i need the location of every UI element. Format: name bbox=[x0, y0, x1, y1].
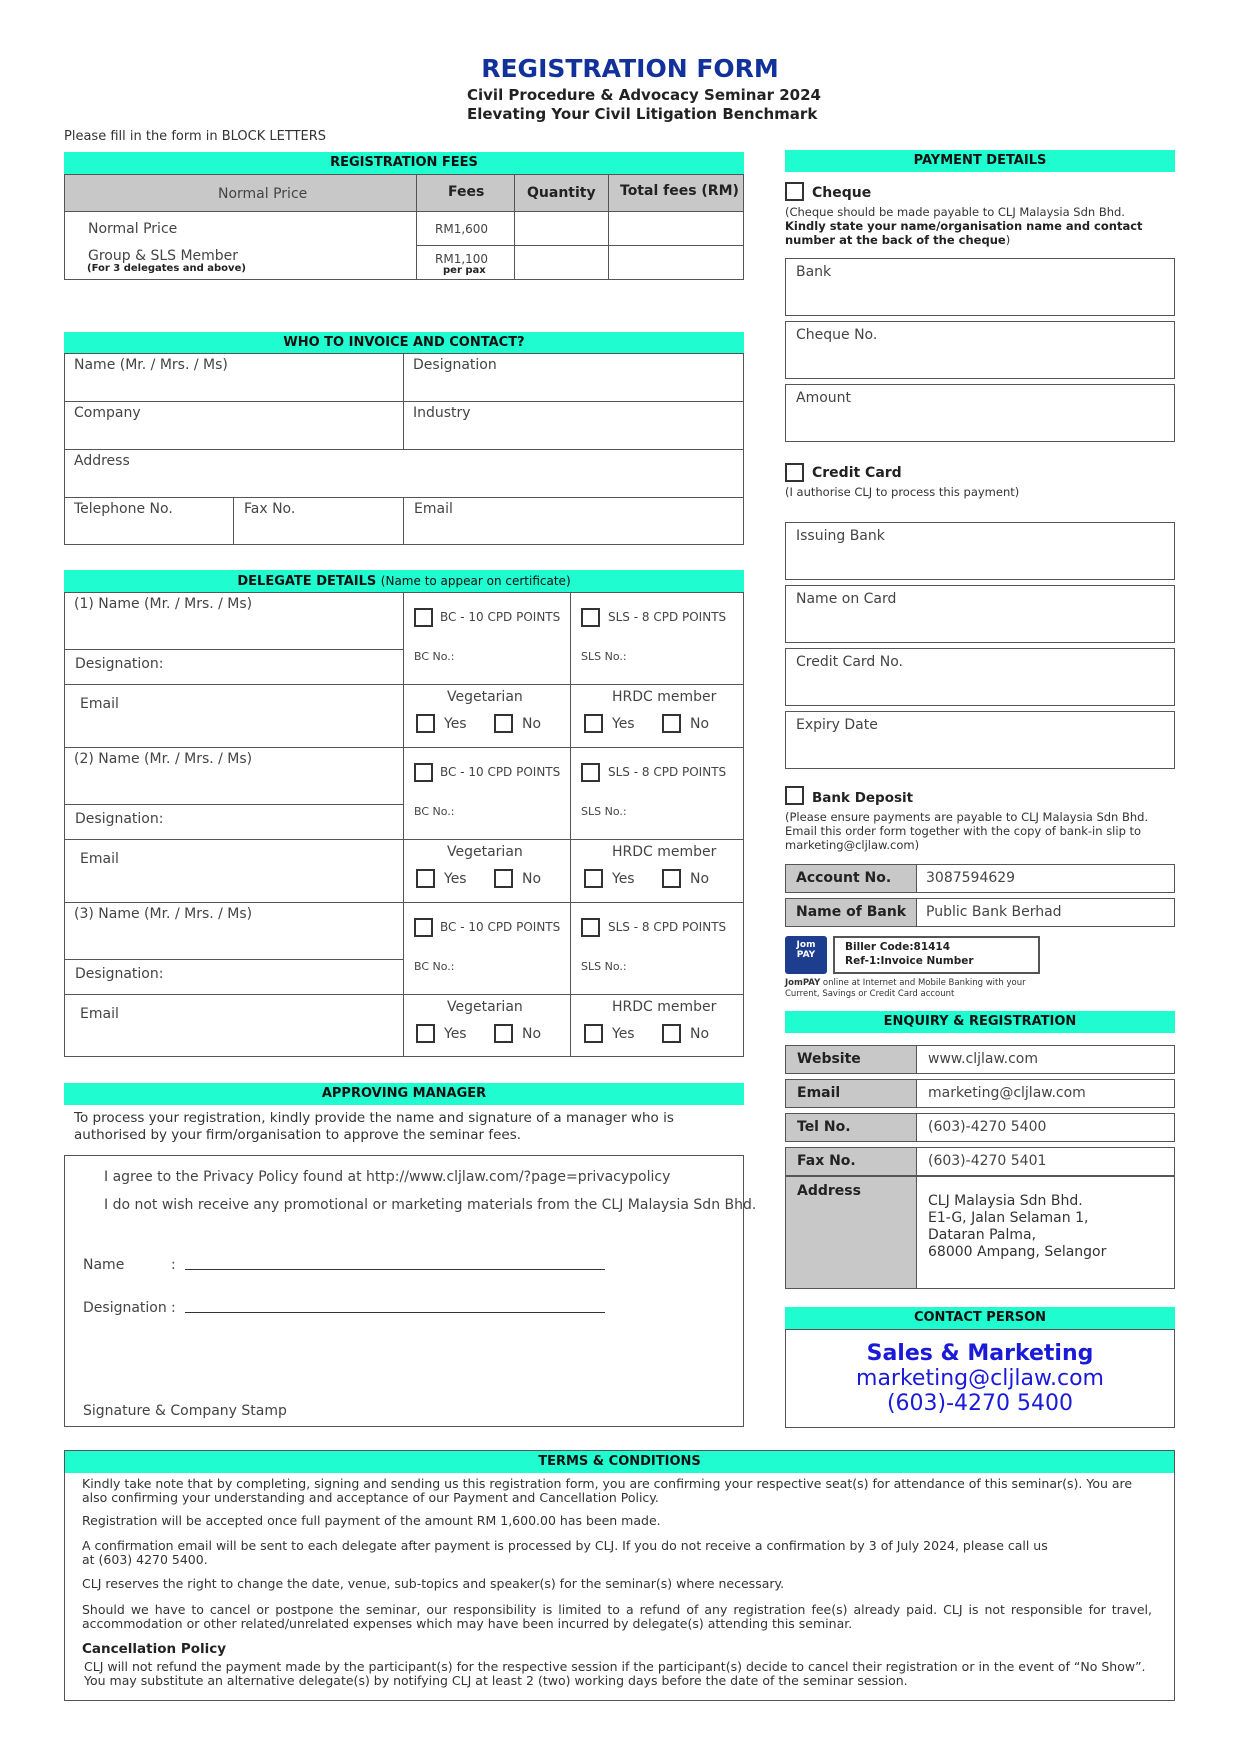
delegate-3-email-field[interactable]: Email bbox=[80, 1006, 119, 1022]
manager-name-line[interactable] bbox=[185, 1269, 605, 1270]
delegate-3-hrdc-no-label: No bbox=[690, 1026, 710, 1042]
delegate-1-veg-no-checkbox[interactable] bbox=[494, 714, 513, 733]
expiry-date-label: Expiry Date bbox=[796, 717, 878, 733]
delegate-3-veg-yes-label: Yes bbox=[444, 1026, 467, 1042]
delegate-1-bc-label: BC - 10 CPD POINTS bbox=[440, 610, 561, 624]
col-normal-price: Normal Price bbox=[218, 186, 308, 202]
invoice-address-field[interactable]: Address bbox=[74, 453, 130, 469]
jompay-logo-pay: PAY bbox=[796, 950, 816, 960]
form-title: REGISTRATION FORM bbox=[481, 54, 779, 83]
enquiry-bar: ENQUIRY & REGISTRATION bbox=[785, 1011, 1175, 1033]
terms-p2: Registration will be accepted once full payment of the amount RM 1,600.00 has been made. bbox=[82, 1513, 661, 1528]
approving-manager-bar: APPROVING MANAGER bbox=[64, 1083, 744, 1105]
delegate-bar-title: DELEGATE DETAILS bbox=[237, 574, 377, 589]
approving-box bbox=[64, 1155, 744, 1427]
bank-name-value: Public Bank Berhad bbox=[926, 904, 1062, 920]
bank-label: Bank bbox=[796, 264, 832, 280]
address-line-4: 68000 Ampang, Selangor bbox=[928, 1244, 1107, 1260]
delegate-1-designation-field[interactable]: Designation: bbox=[75, 656, 164, 672]
manager-designation-label: Designation bbox=[83, 1300, 167, 1316]
delegate-2-sls-no[interactable]: SLS No.: bbox=[581, 805, 627, 818]
delegate-2-veg-no-label: No bbox=[522, 871, 542, 887]
delegate-3-bc-label: BC - 10 CPD POINTS bbox=[440, 920, 561, 934]
no-promo-consent[interactable]: I do not wish receive any promotional or marketing materials from the CLJ Malaysia Sdn Bhd. bbox=[104, 1197, 757, 1213]
manager-designation-colon: : bbox=[171, 1300, 176, 1316]
delegate-3-sls-no[interactable]: SLS No.: bbox=[581, 960, 627, 973]
email-value[interactable]: marketing@cljlaw.com bbox=[928, 1085, 1086, 1101]
card-no-label: Credit Card No. bbox=[796, 654, 903, 670]
contact-person-bar: CONTACT PERSON bbox=[785, 1307, 1175, 1329]
delegate-3-designation-field[interactable]: Designation: bbox=[75, 966, 164, 982]
address-line-2: E1-G, Jalan Selaman 1, bbox=[928, 1210, 1089, 1226]
delegate-2-hrdc-no-checkbox[interactable] bbox=[662, 869, 681, 888]
delegate-1-bc-no[interactable]: BC No.: bbox=[414, 650, 455, 663]
col-total-fees: Total fees (RM) bbox=[620, 183, 739, 199]
normal-price-fee: RM1,600 bbox=[435, 222, 489, 236]
invoice-company-field[interactable]: Company bbox=[74, 405, 141, 421]
address-label: Address bbox=[797, 1183, 861, 1199]
biller-code: Biller Code:81414 bbox=[845, 941, 951, 953]
invoice-industry-field[interactable]: Industry bbox=[413, 405, 471, 421]
delegate-3-vegetarian-label: Vegetarian bbox=[447, 999, 523, 1015]
delegate-1-email-field[interactable]: Email bbox=[80, 696, 119, 712]
delegate-1-sls-label: SLS - 8 CPD POINTS bbox=[608, 610, 727, 624]
website-label: Website bbox=[797, 1051, 861, 1067]
invoice-contact-bar: WHO TO INVOICE AND CONTACT? bbox=[64, 332, 744, 354]
cheque-note-3: ) bbox=[1005, 233, 1011, 247]
delegate-3-bc-checkbox[interactable] bbox=[414, 918, 433, 937]
account-no-value: 3087594629 bbox=[926, 870, 1016, 886]
group-price-label: Group & SLS Member bbox=[88, 248, 239, 264]
email-label: Email bbox=[797, 1085, 841, 1101]
contact-email[interactable]: marketing@cljlaw.com bbox=[856, 1366, 1104, 1391]
delegate-2-email-field[interactable]: Email bbox=[80, 851, 119, 867]
delegate-2-vegetarian-label: Vegetarian bbox=[447, 844, 523, 860]
tel-value: (603)-4270 5400 bbox=[928, 1119, 1047, 1135]
delegate-3-sls-checkbox[interactable] bbox=[581, 918, 600, 937]
delegate-1-hrdc-yes-label: Yes bbox=[612, 716, 635, 732]
jompay-brand: JomPAY bbox=[785, 978, 821, 988]
delegate-1-vegetarian-label: Vegetarian bbox=[447, 689, 523, 705]
delegate-3-bc-no[interactable]: BC No.: bbox=[414, 960, 455, 973]
delegate-3-veg-no-checkbox[interactable] bbox=[494, 1024, 513, 1043]
delegate-2-veg-yes-checkbox[interactable] bbox=[416, 869, 435, 888]
fax-value: (603)-4270 5401 bbox=[928, 1153, 1047, 1169]
contact-phone: (603)-4270 5400 bbox=[886, 1391, 1074, 1416]
manager-name-label: Name bbox=[83, 1257, 125, 1273]
amount-label: Amount bbox=[796, 390, 852, 406]
terms-bar: TERMS & CONDITIONS bbox=[65, 1451, 1174, 1473]
terms-p3: A confirmation email will be sent to each delegate after payment is processed by CLJ. If you do not receive a confirmation by 3 of July 2024, please call us at (603) 4270 5400. bbox=[82, 1538, 1048, 1567]
credit-card-label: Credit Card bbox=[812, 465, 902, 481]
bank-deposit-checkbox[interactable] bbox=[785, 786, 804, 805]
delegate-2-bc-no[interactable]: BC No.: bbox=[414, 805, 455, 818]
cheque-note bbox=[785, 205, 1175, 247]
delegate-1-veg-yes-checkbox[interactable] bbox=[416, 714, 435, 733]
website-value[interactable]: www.cljlaw.com bbox=[928, 1051, 1038, 1067]
delegate-2-sls-checkbox[interactable] bbox=[581, 763, 600, 782]
delegate-bar-note: (Name to appear on certificate) bbox=[380, 574, 571, 588]
delegate-2-veg-no-checkbox[interactable] bbox=[494, 869, 513, 888]
terms-p4: CLJ reserves the right to change the date, venue, sub-topics and speaker(s) for the seminar(s) where necessary. bbox=[82, 1576, 785, 1591]
delegate-1-sls-no[interactable]: SLS No.: bbox=[581, 650, 627, 663]
delegate-1-veg-yes-label: Yes bbox=[444, 716, 467, 732]
cheque-label: Cheque bbox=[812, 185, 872, 201]
address-line-3: Dataran Palma, bbox=[928, 1227, 1037, 1243]
payment-details-bar: PAYMENT DETAILS bbox=[785, 150, 1175, 172]
delegate-3-hrdc-yes-checkbox[interactable] bbox=[584, 1024, 603, 1043]
delegate-2-hrdc-yes-label: Yes bbox=[612, 871, 635, 887]
delegate-3-hrdc-label: HRDC member bbox=[612, 999, 717, 1015]
cheque-checkbox[interactable] bbox=[785, 182, 804, 201]
normal-price-label: Normal Price bbox=[88, 221, 178, 237]
manager-designation-line[interactable] bbox=[185, 1312, 605, 1313]
delegate-2-hrdc-yes-checkbox[interactable] bbox=[584, 869, 603, 888]
delegate-2-hrdc-no-label: No bbox=[690, 871, 710, 887]
address-line-1: CLJ Malaysia Sdn Bhd. bbox=[928, 1193, 1083, 1209]
signature-stamp-label: Signature & Company Stamp bbox=[83, 1403, 287, 1419]
delegate-2-bc-label: BC - 10 CPD POINTS bbox=[440, 765, 561, 779]
invoice-telephone-field[interactable]: Telephone No. bbox=[74, 501, 173, 517]
delegate-1-sls-checkbox[interactable] bbox=[581, 608, 600, 627]
delegate-3-sls-label: SLS - 8 CPD POINTS bbox=[608, 920, 727, 934]
fax-label: Fax No. bbox=[797, 1153, 856, 1169]
contact-name: Sales & Marketing bbox=[866, 1341, 1094, 1366]
delegate-1-hrdc-yes-checkbox[interactable] bbox=[584, 714, 603, 733]
instruction-text: Please fill in the form in BLOCK LETTERS bbox=[64, 129, 327, 144]
privacy-consent[interactable]: I agree to the Privacy Policy found at http://www.cljlaw.com/?page=privacypolicy bbox=[104, 1169, 671, 1185]
cheque-note-2: Kindly state your name/organisation name and contact number at the back of the cheque bbox=[785, 219, 1143, 247]
group-price-note: (For 3 delegates and above) bbox=[87, 263, 246, 274]
issuing-bank-label: Issuing Bank bbox=[796, 528, 885, 544]
delegate-3-veg-no-label: No bbox=[522, 1026, 542, 1042]
delegate-1-hrdc-no-label: No bbox=[690, 716, 710, 732]
address-value bbox=[928, 1193, 1106, 1261]
cancellation-title: Cancellation Policy bbox=[82, 1641, 227, 1657]
delegate-1-name-field[interactable]: (1) Name (Mr. / Mrs. / Ms) bbox=[74, 596, 253, 612]
cancellation-text: CLJ will not refund the payment made by the participant(s) for the respective session if the participant(s) decide to cancel their registration or in the event of “No Show”. You may substitute an alternative delegate(s) by notifying CLJ at least 2 (two) working days before the date of the seminar session. bbox=[84, 1659, 1146, 1688]
bank-field[interactable] bbox=[785, 258, 1175, 316]
delegate-2-designation-field[interactable]: Designation: bbox=[75, 811, 164, 827]
jompay-logo-jom: Jom bbox=[796, 940, 816, 950]
seminar-name: Civil Procedure & Advocacy Seminar 2024 bbox=[467, 86, 821, 104]
col-quantity: Quantity bbox=[527, 185, 596, 201]
approving-intro: To process your registration, kindly provide the name and signature of a manager who is authorised by your firm/organisation to approve the seminar fees. bbox=[74, 1110, 674, 1143]
bank-name-label: Name of Bank bbox=[796, 904, 907, 920]
delegate-1-bc-checkbox[interactable] bbox=[414, 608, 433, 627]
delegate-3-hrdc-yes-label: Yes bbox=[612, 1026, 635, 1042]
invoice-email-field[interactable]: Email bbox=[414, 501, 453, 517]
delegate-details-bar bbox=[64, 570, 744, 592]
invoice-designation-field[interactable]: Designation bbox=[413, 357, 497, 373]
account-no-label: Account No. bbox=[796, 870, 892, 886]
jompay-note-text: online at Internet and Mobile Banking with your Current, Savings or Credit Card account bbox=[785, 978, 1026, 999]
delegate-1-veg-no-label: No bbox=[522, 716, 542, 732]
tel-label: Tel No. bbox=[797, 1119, 851, 1135]
ref-invoice: Ref-1:Invoice Number bbox=[845, 955, 974, 967]
delegate-3-veg-yes-checkbox[interactable] bbox=[416, 1024, 435, 1043]
cheque-no-label: Cheque No. bbox=[796, 327, 878, 343]
delegate-2-sls-label: SLS - 8 CPD POINTS bbox=[608, 765, 727, 779]
delegate-3-name-field[interactable]: (3) Name (Mr. / Mrs. / Ms) bbox=[74, 906, 253, 922]
group-price-fee: RM1,100 bbox=[435, 252, 489, 266]
bank-deposit-note: (Please ensure payments are payable to CLJ Malaysia Sdn Bhd. Email this order form together with the copy of bank-in slip to marketing@cljlaw.com) bbox=[785, 810, 1149, 852]
delegate-1-hrdc-label: HRDC member bbox=[612, 689, 717, 705]
col-fees: Fees bbox=[448, 184, 485, 200]
delegate-2-name-field[interactable]: (2) Name (Mr. / Mrs. / Ms) bbox=[74, 751, 253, 767]
delegate-3-hrdc-no-checkbox[interactable] bbox=[662, 1024, 681, 1043]
bank-deposit-label: Bank Deposit bbox=[812, 790, 914, 806]
terms-p5: Should we have to cancel or postpone the seminar, our responsibility is limited to a refund of any registration fee(s) already paid. CLJ is not responsible for travel, accommodation or other related/unrelated expenses which may have been incurred by delegate(s) attending this seminar. bbox=[82, 1602, 1152, 1631]
delegate-2-veg-yes-label: Yes bbox=[444, 871, 467, 887]
manager-name-colon: : bbox=[171, 1257, 176, 1273]
seminar-tagline: Elevating Your Civil Litigation Benchmark bbox=[467, 105, 818, 123]
name-on-card-label: Name on Card bbox=[796, 591, 897, 607]
jompay-logo bbox=[785, 936, 827, 974]
cheque-note-1: (Cheque should be made payable to CLJ Malaysia Sdn Bhd. bbox=[785, 205, 1125, 219]
credit-card-checkbox[interactable] bbox=[785, 463, 804, 482]
invoice-fax-field[interactable]: Fax No. bbox=[244, 501, 296, 517]
group-price-fee-note: per pax bbox=[443, 265, 486, 276]
delegate-2-hrdc-label: HRDC member bbox=[612, 844, 717, 860]
invoice-name-field[interactable]: Name (Mr. / Mrs. / Ms) bbox=[74, 357, 228, 373]
delegate-table bbox=[64, 592, 744, 1057]
delegate-2-bc-checkbox[interactable] bbox=[414, 763, 433, 782]
terms-p1: Kindly take note that by completing, signing and sending us this registration form, you are confirming your respective seat(s) for attendance of this seminar(s). You are also confirming your understanding and acceptance of our Payment and Cancellation Policy. bbox=[82, 1476, 1133, 1505]
jompay-note bbox=[785, 978, 1055, 1000]
registration-fees-bar: REGISTRATION FEES bbox=[64, 152, 744, 174]
delegate-1-hrdc-no-checkbox[interactable] bbox=[662, 714, 681, 733]
credit-card-note: (I authorise CLJ to process this payment) bbox=[785, 485, 1020, 499]
